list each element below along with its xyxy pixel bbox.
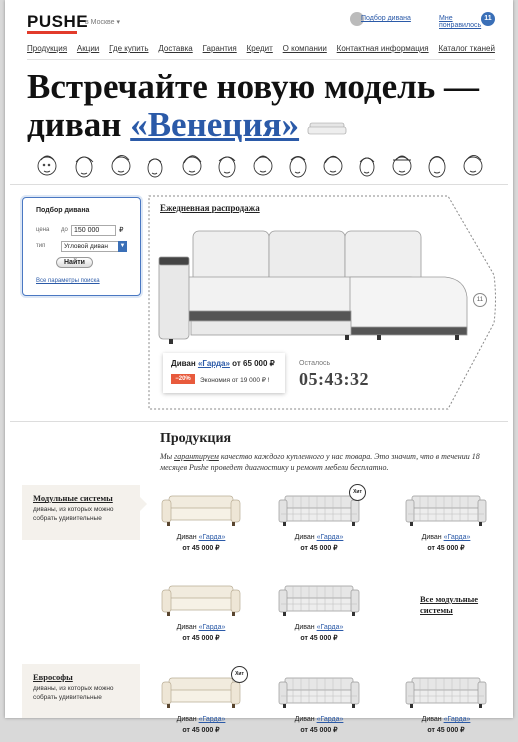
- sale-divider: [10, 421, 508, 422]
- category-modular-title[interactable]: Модульные системы: [33, 493, 113, 503]
- products-title: Продукция: [160, 431, 232, 446]
- all-modular-link[interactable]: Все модульные системы: [420, 594, 479, 615]
- price-input[interactable]: 150 000: [71, 225, 116, 236]
- daily-sale-title[interactable]: Ежедневная распродажа: [160, 203, 260, 213]
- product-name: [398, 534, 494, 541]
- city-selector[interactable]: в Москве ▾: [85, 19, 121, 26]
- page: [5, 0, 513, 734]
- discount-badge: −20%: [171, 374, 195, 384]
- sale-price-card: [163, 353, 285, 393]
- hero-model-link[interactable]: «Венеция»: [130, 105, 300, 144]
- economy-text: Экономия от 19 000 ₽ !: [200, 377, 270, 384]
- sofa-image[interactable]: [279, 490, 359, 530]
- products-description: [160, 451, 497, 473]
- find-button[interactable]: Найти: [56, 257, 93, 268]
- desc-prefix: Мы: [160, 452, 175, 461]
- price-prefix: до: [61, 227, 68, 233]
- hero-title: [27, 68, 497, 144]
- logo[interactable]: PUSHE: [27, 12, 89, 31]
- mini-sofa-icon: [307, 119, 347, 137]
- product-name: [153, 716, 249, 723]
- all-params-link[interactable]: Все параметры поиска: [36, 278, 100, 284]
- product-prefix: Диван: [294, 716, 317, 723]
- hero-divider: [10, 184, 508, 185]
- product-prefix: Диван: [294, 534, 317, 541]
- product-prefix: Диван: [176, 624, 199, 631]
- product-price: от 45 000 ₽: [300, 727, 338, 734]
- nav-item-where-to-buy[interactable]: Где купить: [109, 44, 149, 53]
- hero-line-1: Встречайте новую модель —: [27, 67, 480, 106]
- product-item[interactable]: [398, 672, 494, 742]
- product-price: от 45 000 ₽: [182, 727, 220, 734]
- product-name: [153, 624, 249, 631]
- product-link[interactable]: «Гарда»: [316, 716, 344, 723]
- nav-item-products[interactable]: Продукция: [27, 44, 68, 53]
- product-price: от 45 000 ₽: [300, 545, 338, 552]
- chevron-down-icon[interactable]: ▼: [118, 241, 127, 252]
- nav-item-contacts[interactable]: Контактная информация: [336, 44, 429, 53]
- liked-link[interactable]: Мне понравилось: [439, 15, 482, 29]
- product-name: [271, 624, 367, 631]
- hit-badge: Хит: [349, 484, 366, 501]
- category-modular-desc: диваны, из которых можно собрать удивительные: [33, 506, 114, 522]
- faces-illustration: [27, 150, 497, 184]
- sofa-image[interactable]: [279, 580, 359, 620]
- sofa-image[interactable]: [406, 490, 486, 530]
- sale-product-prefix: Диван: [171, 359, 198, 368]
- type-label: тип: [36, 243, 46, 249]
- product-link[interactable]: «Гарда»: [443, 534, 471, 541]
- nav-item-warranty[interactable]: Гарантия: [202, 44, 237, 53]
- corner-sofa-image[interactable]: [155, 227, 470, 357]
- product-price: от 45 000 ₽: [300, 635, 338, 642]
- product-prefix: Диван: [176, 716, 199, 723]
- type-select-value: Угловой диван: [64, 243, 108, 250]
- product-link[interactable]: «Гарда»: [316, 534, 344, 541]
- currency-label: ₽: [119, 227, 124, 234]
- sale-product-name: [171, 359, 275, 368]
- liked-count-badge[interactable]: 11: [481, 12, 495, 26]
- product-name: [153, 534, 249, 541]
- nav-item-promotions[interactable]: Акции: [76, 44, 100, 53]
- product-name: [271, 716, 367, 723]
- product-item[interactable]: [153, 490, 249, 560]
- main-nav: [27, 44, 495, 60]
- guarantee-link[interactable]: гарантируем: [174, 452, 219, 461]
- product-prefix: Диван: [176, 534, 199, 541]
- hit-badge: Хит: [231, 666, 248, 683]
- category-eurosofa-title[interactable]: Еврософы: [33, 672, 73, 682]
- product-prefix: Диван: [421, 716, 444, 723]
- product-name: [398, 716, 494, 723]
- type-select[interactable]: [61, 241, 127, 252]
- sale-product-price: от 65 000 ₽: [229, 359, 275, 368]
- product-link[interactable]: «Гарда»: [198, 534, 226, 541]
- sofa-image[interactable]: [161, 672, 241, 712]
- sofa-image[interactable]: [161, 490, 241, 530]
- product-link[interactable]: «Гарда»: [198, 716, 226, 723]
- desc-suffix: качество каждого купленного у нас товара. Это значит, что в течении 18 месяцев Pushe проведет диагностику и ремонт мебели бесплатно.: [160, 452, 480, 472]
- category-eurosofa[interactable]: [22, 664, 140, 718]
- product-item[interactable]: [271, 490, 367, 560]
- product-name: [271, 534, 367, 541]
- pick-sofa-link[interactable]: Подбор дивана: [361, 15, 411, 22]
- product-prefix: Диван: [294, 624, 317, 631]
- sofa-image[interactable]: [161, 580, 241, 620]
- countdown-timer: 05:43:32: [299, 369, 369, 389]
- category-eurosofa-desc: диваны, из которых можно собрать удивительные: [33, 685, 114, 701]
- nav-item-credit[interactable]: Кредит: [246, 44, 273, 53]
- price-label: цена: [36, 227, 50, 233]
- product-item[interactable]: [271, 672, 367, 742]
- logo-underline: [27, 31, 77, 34]
- product-item[interactable]: [153, 580, 249, 650]
- nav-item-delivery[interactable]: Доставка: [158, 44, 193, 53]
- top-bar: [27, 12, 495, 32]
- product-item[interactable]: [398, 490, 494, 560]
- product-prefix: Диван: [421, 534, 444, 541]
- product-price: от 45 000 ₽: [427, 727, 465, 734]
- product-link[interactable]: «Гарда»: [443, 716, 471, 723]
- sofa-image[interactable]: [406, 672, 486, 712]
- sale-product-link[interactable]: «Гарда»: [197, 359, 230, 368]
- hero-line-2-prefix: диван: [27, 105, 131, 144]
- product-price: от 45 000 ₽: [427, 545, 465, 552]
- sofa-image[interactable]: [279, 672, 359, 712]
- nav-item-about[interactable]: О компании: [282, 44, 327, 53]
- product-item[interactable]: [271, 580, 367, 650]
- sofa-filter-panel: [22, 197, 141, 296]
- product-item[interactable]: [153, 672, 249, 742]
- product-price: от 45 000 ₽: [182, 545, 220, 552]
- remaining-label: Осталось: [299, 360, 331, 367]
- filter-title: Подбор дивана: [36, 207, 90, 214]
- category-modular[interactable]: [22, 485, 140, 540]
- tag-hole: 11: [473, 293, 487, 307]
- product-link[interactable]: «Гарда»: [198, 624, 226, 631]
- category-arrow: [140, 497, 147, 511]
- nav-item-fabrics[interactable]: Каталог тканей: [438, 44, 495, 53]
- product-link[interactable]: «Гарда»: [316, 624, 344, 631]
- product-price: от 45 000 ₽: [182, 635, 220, 642]
